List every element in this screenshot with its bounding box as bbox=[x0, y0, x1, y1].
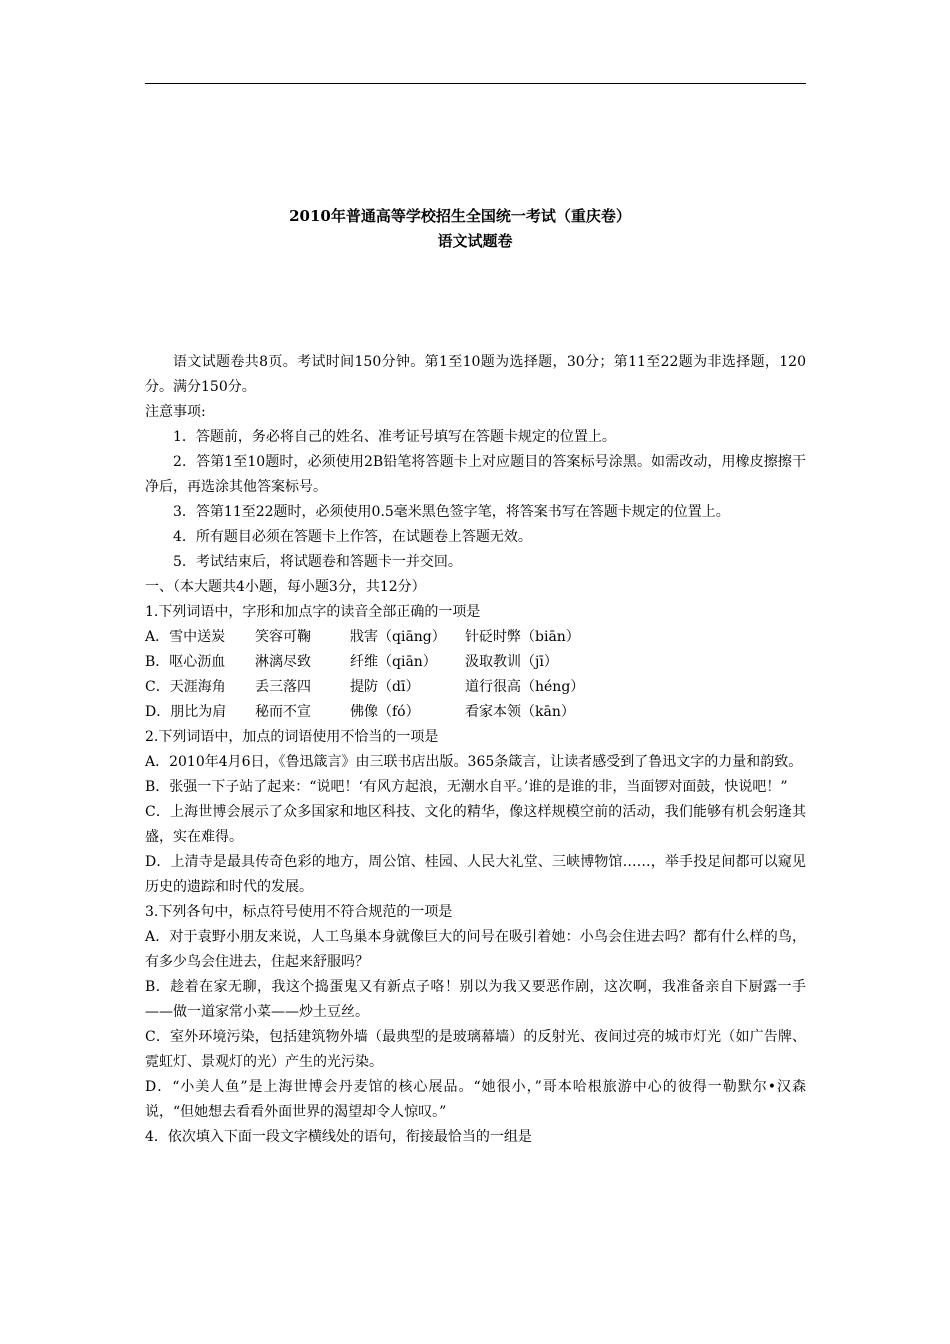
question-4-stem: 4．依次填入下面一段文字横线处的语句，衔接最恰当的一组是 bbox=[145, 1129, 532, 1145]
question-2-option-b: B．张强一下子站了起来：“说吧！‘有风方起浪，无潮水自平。’谁的是谁的非，当面锣对面鼓，快说吧！” bbox=[145, 779, 788, 795]
question-3-option-c: C．室外环境污染，包括建筑物外墙（最典型的是玻璃幕墙）的反射光、夜间过亮的城市灯光（如广告牌、霓虹灯、景观灯的光）产生的光污染。 bbox=[145, 1029, 806, 1070]
question-2-option-c: C．上海世博会展示了众多国家和地区科技、文化的精华，像这样规模空前的活动，我们能够有机会躬逢其盛，实在难得。 bbox=[145, 804, 806, 845]
question-1-option-d: D．朋比为肩 秘而不宣 佛像（fó） 看家本领（kān） bbox=[145, 704, 575, 720]
notice-item: 1．答题前，务必将自己的姓名、准考证号填写在答题卡规定的位置上。 bbox=[173, 429, 616, 445]
exam-subtitle: 语文试题卷 bbox=[437, 232, 513, 250]
question-2-stem: 2.下列词语中，加点的词语使用不恰当的一项是 bbox=[145, 729, 439, 745]
question-1-stem: 1.下列词语中，字形和加点字的读音全部正确的一项是 bbox=[145, 604, 481, 620]
question-3-option-b: B．趁着在家无聊，我这个捣蛋鬼又有新点子咯！别以为我又要恶作剧，这次啊，我准备亲自下厨露一手——做一道家常小菜——炒土豆丝。 bbox=[145, 979, 806, 1020]
question-2-option-d: D．上清寺是最具传奇色彩的地方，周公馆、桂园、人民大礼堂、三峡博物馆……，举手投足间都可以窥见历史的遗踪和时代的发展。 bbox=[145, 854, 806, 895]
question-3-stem: 3.下列各句中，标点符号使用不符合规范的一项是 bbox=[145, 904, 453, 920]
question-3-option-d: D．“小美人鱼”是上海世博会丹麦馆的核心展品。“她很小，”哥本哈根旅游中心的彼得一勒默尔•汉森说，“但她想去看看外面世界的渴望却令人惊叹。” bbox=[145, 1079, 806, 1120]
notice-heading: 注意事项: bbox=[145, 404, 206, 420]
notice-item: 3．答第11至22题时，必须使用0.5毫米黑色签字笔，将答案书写在答题卡规定的位置上。 bbox=[173, 504, 730, 520]
exam-body bbox=[145, 350, 806, 1150]
notice-item: 4．所有题目必须在答题卡上作答，在试题卷上答题无效。 bbox=[173, 529, 532, 545]
exam-summary: 语文试题卷共8页。考试时间150分钟。第1至10题为选择题，30分；第11至22题为非选择题，120分。满分150分。 bbox=[145, 354, 806, 395]
section-heading: 一、（本大题共4小题，每小题3分，共12分） bbox=[145, 579, 426, 595]
question-1-option-b: B．呕心沥血 淋漓尽致 纤维（qiān） 汲取教训（jī） bbox=[145, 654, 558, 670]
question-3-option-a: A．对于袁野小朋友来说，人工鸟巢本身就像巨大的问号在吸引着她：小鸟会住进去吗？都有什么样的鸟，有多少鸟会住进去，住起来舒服吗？ bbox=[145, 929, 806, 970]
notice-item: 5．考试结束后，将试题卷和答题卡一并交回。 bbox=[173, 554, 462, 570]
header-rule bbox=[145, 83, 806, 84]
question-1-option-a: A．雪中送炭 笑容可鞠 戕害（qiāng） 针砭时弊（biān） bbox=[145, 629, 580, 645]
question-1-option-c: C．天涯海角 丢三落四 提防（dī） 道行很高（héng） bbox=[145, 679, 585, 695]
notice-item: 2．答第1至10题时，必须使用2B铅笔将答题卡上对应题目的答案标号涂黑。如需改动，用橡皮擦擦干净后，再选涂其他答案标号。 bbox=[145, 454, 806, 495]
exam-title: 2010年普通高等学校招生全国统一考试（重庆卷） bbox=[289, 207, 631, 225]
question-2-option-a: A．2010年4月6日，《鲁迅箴言》由三联书店出版。365条箴言，让读者感受到了鲁迅文字的力量和韵致。 bbox=[145, 754, 803, 770]
